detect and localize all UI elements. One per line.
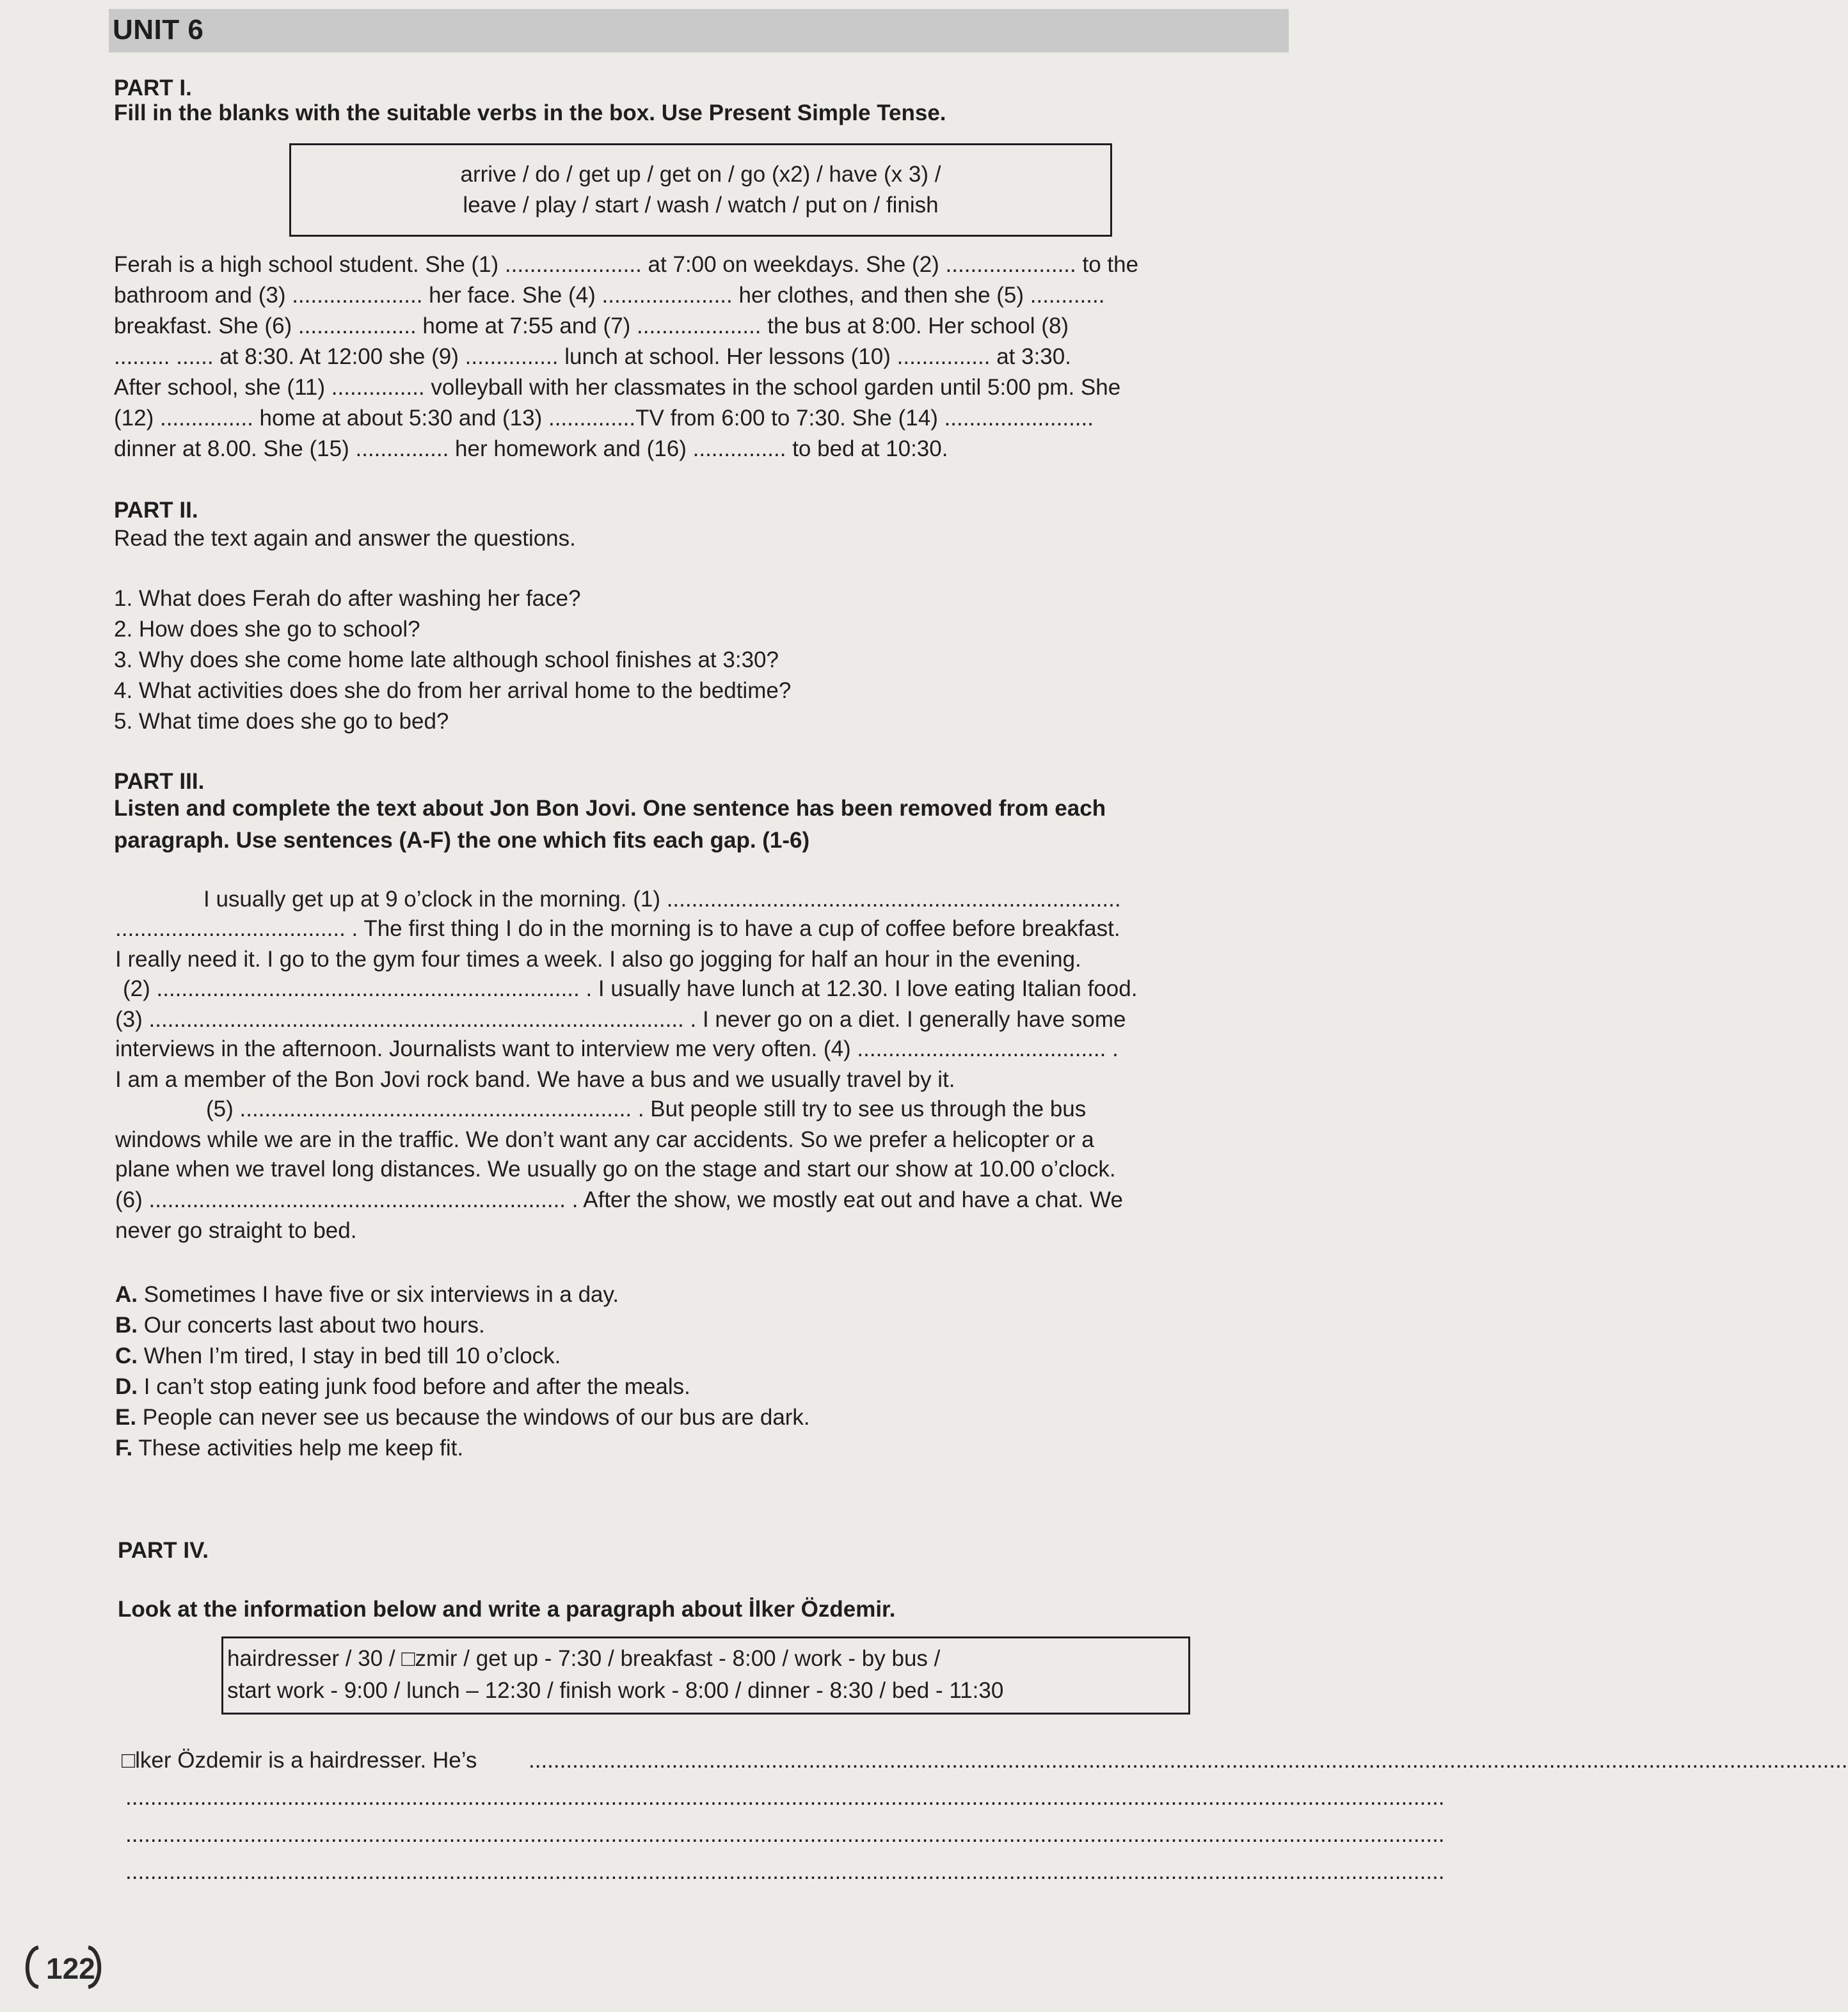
option-text: People can never see us because the windows of our bus are dark. [136, 1405, 810, 1430]
answer-line-3[interactable]: .................................................................................................................................................................................................................... [125, 1822, 1445, 1847]
answer-line-2[interactable]: .................................................................................................................................................................................................................... [125, 1785, 1445, 1810]
option-item [115, 1279, 810, 1310]
part4-heading: PART IV. [118, 1538, 209, 1563]
verb-box-line-1: arrive / do / get up / get on / go (x2) / have (x 3) / [460, 162, 941, 187]
part3-instruction-line-1: Listen and complete the text about Jon Bon Jovi. One sentence has been removed from each [114, 796, 1106, 821]
part1-text-line-7: dinner at 8.00. She (15) ............... her homework and (16) ............... to bed at 10:30. [114, 436, 948, 461]
option-item [115, 1402, 810, 1433]
option-text: Sometimes I have five or six interviews in a day. [138, 1282, 619, 1307]
part1-text-line-6: (12) ............... home at about 5:30 and (13) ..............TV from 6:00 to 7:30. She (14) ........................ [114, 406, 1094, 431]
option-item [115, 1372, 810, 1402]
part3-text-line-10: plane when we travel long distances. We usually go on the stage and start our show at 10.00 o’clock. [115, 1157, 1116, 1182]
unit-title: UNIT 6 [113, 14, 204, 45]
part2-heading: PART II. [114, 498, 198, 523]
option-letter: C. [115, 1343, 138, 1368]
part1-heading: PART I. [114, 75, 192, 100]
info-box-line-1: hairdresser / 30 / □zmir / get up - 7:30 / breakfast - 8:00 / work - by bus / [227, 1646, 941, 1671]
option-letter: B. [115, 1313, 138, 1338]
question-item: 2. How does she go to school? [114, 617, 420, 642]
verb-box-line-2: leave / play / start / wash / watch / put on / finish [463, 193, 939, 218]
part3-instruction-line-2: paragraph. Use sentences (A-F) the one which fits each gap. (1-6) [114, 828, 810, 853]
option-letter: A. [115, 1282, 138, 1307]
part1-text-line-3: breakfast. She (6) ................... home at 7:55 and (7) .................... the bus at 8:00. Her school (8) [114, 313, 1069, 338]
option-item [115, 1341, 810, 1372]
part3-text-line-11: (6) ................................................................... . After the show, we mostly eat out and have a chat. We [115, 1187, 1123, 1212]
answer-line-1[interactable]: .................................................................................................................................................................................................................... [529, 1748, 1848, 1773]
option-letter: E. [115, 1405, 137, 1430]
sentence-options [115, 1279, 810, 1464]
option-item [115, 1310, 810, 1341]
part3-text-line-9: windows while we are in the traffic. We don’t want any car accidents. So we prefer a helicopter or a [115, 1127, 1094, 1152]
option-text: I can’t stop eating junk food before and after the meals. [138, 1374, 690, 1399]
part2-instruction: Read the text again and answer the questions. [114, 526, 576, 551]
page-number: 122 [46, 1952, 95, 1985]
option-text: When I’m tired, I stay in bed till 10 o’clock. [138, 1343, 561, 1368]
option-letter: D. [115, 1374, 138, 1399]
question-item: 3. Why does she come home late although school finishes at 3:30? [114, 647, 779, 672]
part3-text-line-6: interviews in the afternoon. Journalists want to interview me very often. (4) ........................................ . [115, 1036, 1119, 1061]
option-item [115, 1433, 810, 1464]
part1-text-line-1: Ferah is a high school student. She (1) ...................... at 7:00 on weekdays. She (2) ..................... to the [114, 252, 1139, 277]
page-number-badge [19, 1942, 108, 1992]
part1-instruction: Fill in the blanks with the suitable verbs in the box. Use Present Simple Tense. [114, 100, 946, 125]
info-box-line-2: start work - 9:00 / lunch – 12:30 / finish work - 8:00 / dinner - 8:30 / bed - 11:30 [227, 1678, 1004, 1703]
info-box [221, 1636, 1190, 1715]
part3-text-line-7: I am a member of the Bon Jovi rock band. We have a bus and we usually travel by it. [115, 1067, 955, 1092]
verb-box [289, 143, 1112, 237]
part3-text-line-2: ..................................... . The first thing I do in the morning is to have a cup of coffee before breakfast. [115, 916, 1120, 941]
part3-text-line-3: I really need it. I go to the gym four times a week. I also go jogging for half an hour in the evening. [115, 947, 1081, 972]
part3-text-line-8: (5) ............................................................... . But people still try to see us through the bus [206, 1097, 1087, 1121]
part3-heading: PART III. [114, 769, 205, 794]
unit-header-bar [109, 9, 1289, 52]
option-letter: F. [115, 1436, 133, 1461]
option-text: Our concerts last about two hours. [138, 1313, 485, 1338]
part3-text-line-5: (3) ...................................................................................... . I never go on a diet. I generally have some [115, 1007, 1126, 1032]
part4-instruction: Look at the information below and write a paragraph about İlker Özdemir. [118, 1597, 896, 1622]
part1-text-line-2: bathroom and (3) ..................... her face. She (4) ..................... her clothes, and then she (5) ............ [114, 283, 1105, 308]
question-list [114, 583, 791, 737]
question-item: 5. What time does she go to bed? [114, 709, 449, 734]
answer-start: □lker Özdemir is a hairdresser. He’s [122, 1748, 477, 1773]
part3-text-line-1: I usually get up at 9 o’clock in the morning. (1) ......................................................................... [203, 887, 1121, 912]
question-item: 4. What activities does she do from her arrival home to the bedtime? [114, 678, 792, 703]
part3-text-line-12: never go straight to bed. [115, 1218, 357, 1243]
part1-text-line-5: After school, she (11) ............... volleyball with her classmates in the school garden until 5:00 pm. She [114, 375, 1121, 400]
part3-text-line-4: (2) .................................................................... . I usually have lunch at 12.30. I love eating Italian food. [123, 976, 1138, 1001]
question-item: 1. What does Ferah do after washing her face? [114, 586, 581, 611]
answer-line-4[interactable]: .................................................................................................................................................................................................................... [125, 1859, 1445, 1884]
part1-text-line-4: ......... ...... at 8:30. At 12:00 she (9) ............... lunch at school. Her lessons (10) ............... at 3:30. [114, 344, 1071, 369]
option-text: These activities help me keep fit. [132, 1436, 464, 1461]
